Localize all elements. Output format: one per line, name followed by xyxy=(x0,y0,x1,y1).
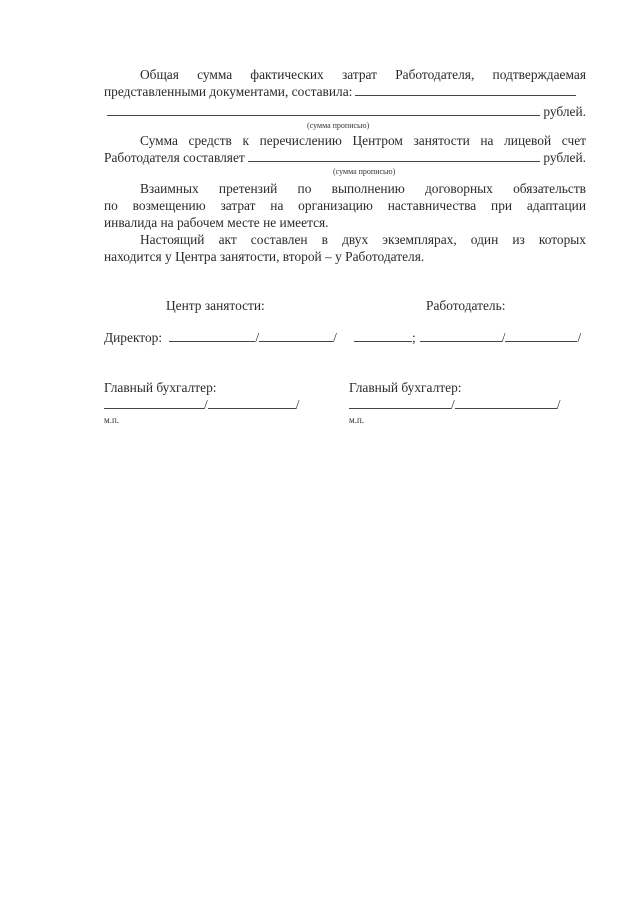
paragraph-no-claims-line3 xyxy=(104,214,586,231)
separator-semicolon: ; xyxy=(412,330,416,345)
paragraph-text: Сумма средств к перечислению Центром занятости на лицевой счет xyxy=(140,133,586,148)
blank-line xyxy=(355,94,576,96)
employer-director-signature-row xyxy=(354,329,581,346)
paragraph-total-costs-line2 xyxy=(104,83,586,100)
accountant-signature-blank xyxy=(104,396,204,409)
paragraph-transfer-line1 xyxy=(104,132,586,149)
stamp-place-right: м.п. xyxy=(349,415,365,425)
chief-accountant-label-right: Главный бухгалтер: xyxy=(349,380,462,395)
paragraph-text: Взаимных претензий по выполнению договорных обязательств xyxy=(140,181,586,196)
paragraph-total-costs-line3 xyxy=(104,103,586,120)
accountant-name-blank xyxy=(208,396,296,409)
paragraph-text: Общая сумма фактических затрат Работодателя, подтверждаемая xyxy=(140,67,586,82)
accountant-name-blank xyxy=(455,396,557,409)
employer-name-blank xyxy=(505,329,577,342)
paragraph-no-claims-line1 xyxy=(104,180,586,197)
director-name-blank xyxy=(259,329,333,342)
paragraph-text: рублей. xyxy=(543,104,586,119)
paragraph-copies-line1 xyxy=(104,231,586,248)
employer-signature-blank xyxy=(420,329,502,342)
paragraph-transfer-line2 xyxy=(104,149,586,166)
paragraph-text: представленными документами, составила: xyxy=(104,84,353,99)
amount-in-words-note: (сумма прописью) xyxy=(333,167,396,176)
separator-slash: / xyxy=(556,397,561,412)
paragraph-text: Настоящий акт составлен в двух экземплярах, один из которых xyxy=(140,232,586,247)
paragraph-text: рублей. xyxy=(543,150,586,165)
director-label: Директор: xyxy=(104,330,163,345)
stamp-place-left: м.п. xyxy=(104,415,120,425)
paragraph-total-costs-line1 xyxy=(104,66,586,83)
amount-in-words-note: (сумма прописью) xyxy=(307,121,370,130)
paragraph-copies-line2 xyxy=(104,248,586,265)
paragraph-text: находится у Центра занятости, второй – у Работодателя. xyxy=(104,249,425,264)
separator-slash: / xyxy=(255,330,260,345)
separator-slash: / xyxy=(333,330,337,345)
director-signature-blank xyxy=(169,329,255,342)
separator-slash: / xyxy=(451,397,455,412)
accountant-signature-blank xyxy=(349,396,451,409)
employer-position-blank xyxy=(354,329,412,342)
chief-accountant-label-left: Главный бухгалтер: xyxy=(104,380,217,395)
separator-slash: / xyxy=(501,330,506,345)
paragraph-text: по возмещению затрат на организацию наставничества при адаптации xyxy=(104,198,586,213)
separator-slash: / xyxy=(295,397,300,412)
blank-line xyxy=(107,114,540,116)
chief-accountant-signature-row-right xyxy=(349,396,560,413)
separator-slash: / xyxy=(204,397,208,412)
paragraph-text: инвалида на рабочем месте не имеется. xyxy=(104,215,329,230)
paragraph-no-claims-line2 xyxy=(104,197,586,214)
director-signature-row xyxy=(104,329,337,346)
employment-center-header: Центр занятости: xyxy=(166,298,265,313)
paragraph-text: Работодателя составляет xyxy=(104,150,245,165)
blank-line xyxy=(248,160,541,162)
separator-slash: / xyxy=(577,330,582,345)
chief-accountant-signature-row-left xyxy=(104,396,299,413)
employer-header: Работодатель: xyxy=(426,298,506,313)
